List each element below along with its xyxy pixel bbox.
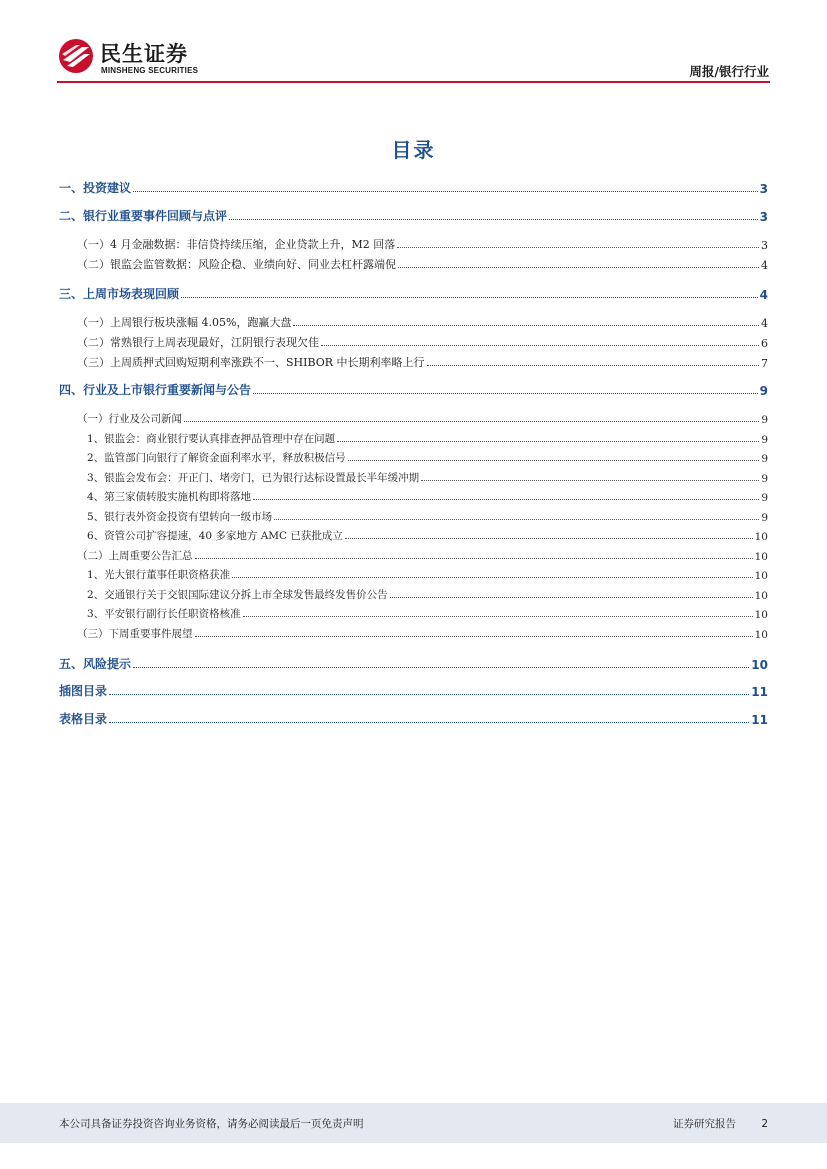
toc-entry-title: 3、银监会发布会：开正门、堵旁门，已为银行达标设置最长半年缓冲期 (87, 472, 420, 484)
brand-name-en: MINSHENG SECURITIES (101, 66, 199, 75)
toc-entry-title: （三）上周质押式回购短期利率涨跌不一、SHIBOR 中长期利率略上行 (77, 356, 425, 369)
toc-leader-dots (229, 219, 758, 220)
toc-entry-title: （三）下周重要事件展望 (77, 628, 193, 640)
toc-entry-title: 6、资管公司扩容提速，40 多家地方 AMC 已获批成立 (87, 530, 343, 542)
toc-entry[interactable] (59, 709, 768, 727)
toc-leader-dots (133, 191, 758, 192)
footer-report-type: 证券研究报告 (672, 1118, 736, 1130)
toc-leader-dots (348, 460, 760, 461)
toc-entry-page: 9 (761, 414, 768, 426)
page-number: 2 (761, 1118, 768, 1130)
toc-leader-dots (195, 636, 753, 637)
toc-entry[interactable] (59, 234, 768, 252)
toc-entry-page: 11 (751, 713, 768, 727)
toc-entry-title: （二）常熟银行上周表现最好，江阴银行表现欠佳 (77, 336, 319, 349)
page-header (0, 0, 827, 85)
toc-leader-dots (195, 558, 753, 559)
toc-leader-dots (253, 393, 758, 394)
toc-leader-dots (321, 345, 759, 346)
toc-entry[interactable] (59, 408, 768, 426)
footer-disclaimer: 本公司具备证券投资咨询业务资格，请务必阅读最后一页免责声明 (59, 1118, 364, 1130)
toc-entry-page: 10 (754, 551, 768, 563)
toc-entry[interactable] (59, 654, 768, 672)
page-footer (0, 1103, 827, 1143)
toc-entry[interactable] (59, 467, 768, 485)
toc-entry[interactable] (59, 506, 768, 524)
toc-entry-page: 4 (761, 317, 768, 330)
toc-entry-page: 10 (754, 629, 768, 641)
toc-entry-title: 插图目录 (59, 684, 108, 698)
toc-entry-title: 3、平安银行副行长任职资格核准 (87, 608, 241, 620)
toc-entry-title: 5、银行表外资金投资有望转向一级市场 (87, 511, 273, 523)
toc-entry-page: 4 (761, 259, 768, 272)
toc-entry[interactable] (59, 623, 768, 641)
toc-entry-title: 二、银行业重要事件回顾与点评 (59, 209, 228, 223)
toc-entry[interactable] (59, 312, 768, 330)
toc-entry[interactable] (59, 332, 768, 350)
toc-entry-page: 10 (751, 658, 768, 672)
toc-entry-page: 6 (761, 337, 768, 350)
toc-entry[interactable] (59, 486, 768, 504)
toc-entry-page: 11 (751, 685, 768, 699)
toc-entry[interactable] (59, 206, 768, 224)
toc-leader-dots (184, 421, 759, 422)
toc-entry[interactable] (59, 352, 768, 370)
toc-entry[interactable] (59, 447, 768, 465)
toc-leader-dots (232, 577, 752, 578)
toc-entry[interactable] (59, 564, 768, 582)
toc-entry-title: 一、投资建议 (59, 181, 132, 195)
toc-entry[interactable] (59, 284, 768, 302)
toc-entry-title: 2、监管部门向银行了解资金面利率水平，释放积极信号 (87, 452, 346, 464)
toc-entry-title: 1、银监会：商业银行要认真排查押品管理中存在问题 (87, 433, 336, 445)
toc-leader-dots (181, 297, 758, 298)
toc-entry-page: 10 (754, 531, 768, 543)
toc-leader-dots (243, 616, 753, 617)
footer-right (651, 1116, 768, 1131)
header-divider (57, 81, 770, 83)
toc-leader-dots (274, 519, 759, 520)
toc-entry-title: 表格目录 (59, 712, 108, 726)
minsheng-logo-icon (58, 38, 94, 74)
toc-entry-page: 10 (754, 590, 768, 602)
toc-entry[interactable] (59, 681, 768, 699)
toc-leader-dots (345, 538, 753, 539)
toc-entry-page: 9 (761, 434, 768, 446)
toc-entry-page: 3 (759, 182, 768, 196)
toc-entry-page: 9 (761, 473, 768, 485)
document-type: 周报/银行行业 (689, 64, 769, 79)
toc-entry-page: 3 (759, 210, 768, 224)
toc-leader-dots (421, 480, 759, 481)
toc-entry-page: 9 (761, 453, 768, 465)
toc-leader-dots (427, 365, 759, 366)
toc-entry-title: 四、行业及上市银行重要新闻与公告 (59, 383, 252, 397)
toc-entry-page: 3 (761, 239, 768, 252)
toc-entry[interactable] (59, 380, 768, 398)
toc-entry-page: 4 (759, 288, 768, 302)
toc-entry-page: 9 (761, 492, 768, 504)
toc-leader-dots (397, 247, 759, 248)
toc-entry[interactable] (59, 178, 768, 196)
toc-entry[interactable] (59, 525, 768, 543)
toc-leader-dots (398, 267, 759, 268)
toc-entry-page: 7 (761, 357, 768, 370)
toc-entry-title: 4、第三家债转股实施机构即将落地 (87, 491, 252, 503)
toc-entry-title: （一）行业及公司新闻 (77, 413, 182, 425)
toc-entry-title: 五、风险提示 (59, 657, 132, 671)
toc-leader-dots (293, 325, 759, 326)
toc-entry-title: （二）上周重要公告汇总 (77, 550, 193, 562)
brand-name-cn: 民生证券 (100, 42, 188, 66)
toc-entry-title: （一）上周银行板块涨幅 4.05%，跑赢大盘 (77, 316, 292, 329)
toc-entry-page: 9 (759, 384, 768, 398)
toc-leader-dots (109, 694, 749, 695)
toc-leader-dots (390, 597, 753, 598)
toc-leader-dots (337, 441, 759, 442)
toc-entry-title: （一）4 月金融数据：非信贷持续压缩，企业贷款上升，M2 回落 (77, 238, 396, 251)
toc-leader-dots (133, 667, 749, 668)
toc-entry[interactable] (59, 603, 768, 621)
toc-leader-dots (253, 499, 759, 500)
toc-entry-page: 10 (754, 570, 768, 582)
toc-entry-title: 1、光大银行董事任职资格获准 (87, 569, 231, 581)
toc-entry[interactable] (59, 428, 768, 446)
toc-entry-page: 10 (754, 609, 768, 621)
toc-entry-title: 三、上周市场表现回顾 (59, 287, 180, 301)
toc-leader-dots (109, 722, 749, 723)
toc-entry[interactable] (59, 584, 768, 602)
toc-entry-title: 2、交通银行关于交银国际建议分拆上市全球发售最终发售价公告 (87, 589, 388, 601)
toc-entry-title: （二）银监会监管数据：风险企稳、业绩向好、同业去杠杆露端倪 (77, 258, 396, 271)
toc-title: 目录 (391, 138, 436, 162)
toc-entry[interactable] (59, 254, 768, 272)
toc-entry[interactable] (59, 545, 768, 563)
toc-entry-page: 9 (761, 512, 768, 524)
